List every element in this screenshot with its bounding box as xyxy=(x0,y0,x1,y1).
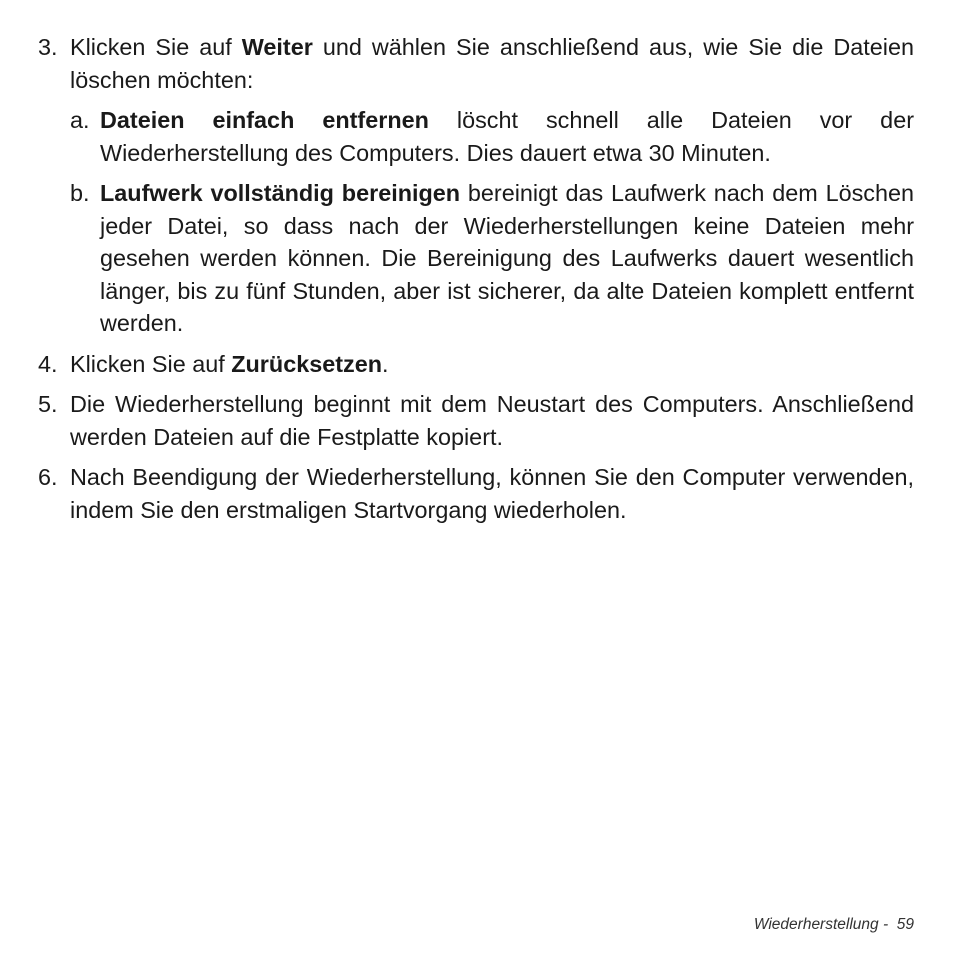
option-a xyxy=(70,104,914,169)
option-letter: a. xyxy=(70,107,90,133)
step-text-post: und wählen Sie anschließend aus, wie Sie die Dateien löschen möchten: xyxy=(70,34,914,93)
option-title: Laufwerk vollständig bereinigen xyxy=(100,180,461,206)
step-text-pre: Klicken Sie auf xyxy=(70,350,232,377)
option-text xyxy=(100,177,914,340)
zuruecksetzen-label: Zurücksetzen xyxy=(231,350,383,377)
step-5 xyxy=(38,388,914,453)
step-4 xyxy=(38,348,914,381)
document-body xyxy=(38,31,914,534)
step-6 xyxy=(38,461,914,526)
step-number: 3. xyxy=(38,34,58,60)
weiter-label: Weiter xyxy=(241,34,313,60)
page-footer xyxy=(754,916,914,934)
option-b xyxy=(70,177,914,340)
step-text xyxy=(70,31,914,96)
step-number: 6. xyxy=(38,464,58,490)
step-number: 5. xyxy=(38,391,58,417)
option-text xyxy=(100,104,914,169)
step-text: Nach Beendigung der Wiederherstellung, können Sie den Computer verwenden, indem Sie den erstmaligen Startvorgang wiederholen. xyxy=(70,464,914,523)
footer-section: Wiederherstellung - xyxy=(753,916,889,933)
step-text: Die Wiederherstellung beginnt mit dem Neustart des Computers. Anschließend werden Dateien auf die Festplatte kopiert. xyxy=(70,391,914,450)
option-description: bereinigt das Laufwerk nach dem Löschen jeder Datei, so dass nach der Wiederherstellungen keine Dateien mehr gesehen werden können. Die Bereinigung des Laufwerks dauert wesentlich länger, bis zu fünf Stunden, aber ist sicherer, da alte Dateien komplett entfernt werden. xyxy=(100,180,914,336)
step-text xyxy=(70,348,914,381)
step-number: 4. xyxy=(38,350,58,377)
step-text-pre: Klicken Sie auf xyxy=(70,34,242,60)
step-text-post: . xyxy=(382,350,389,377)
option-letter: b. xyxy=(70,180,90,206)
step-3 xyxy=(38,31,914,96)
option-title: Dateien einfach entfernen xyxy=(100,107,429,133)
option-description: löscht schnell alle Dateien vor der Wiederherstellung des Computers. Dies dauert etwa 30 Minuten. xyxy=(100,107,914,166)
page-number: 59 xyxy=(896,916,914,933)
step-3-options xyxy=(70,104,914,340)
